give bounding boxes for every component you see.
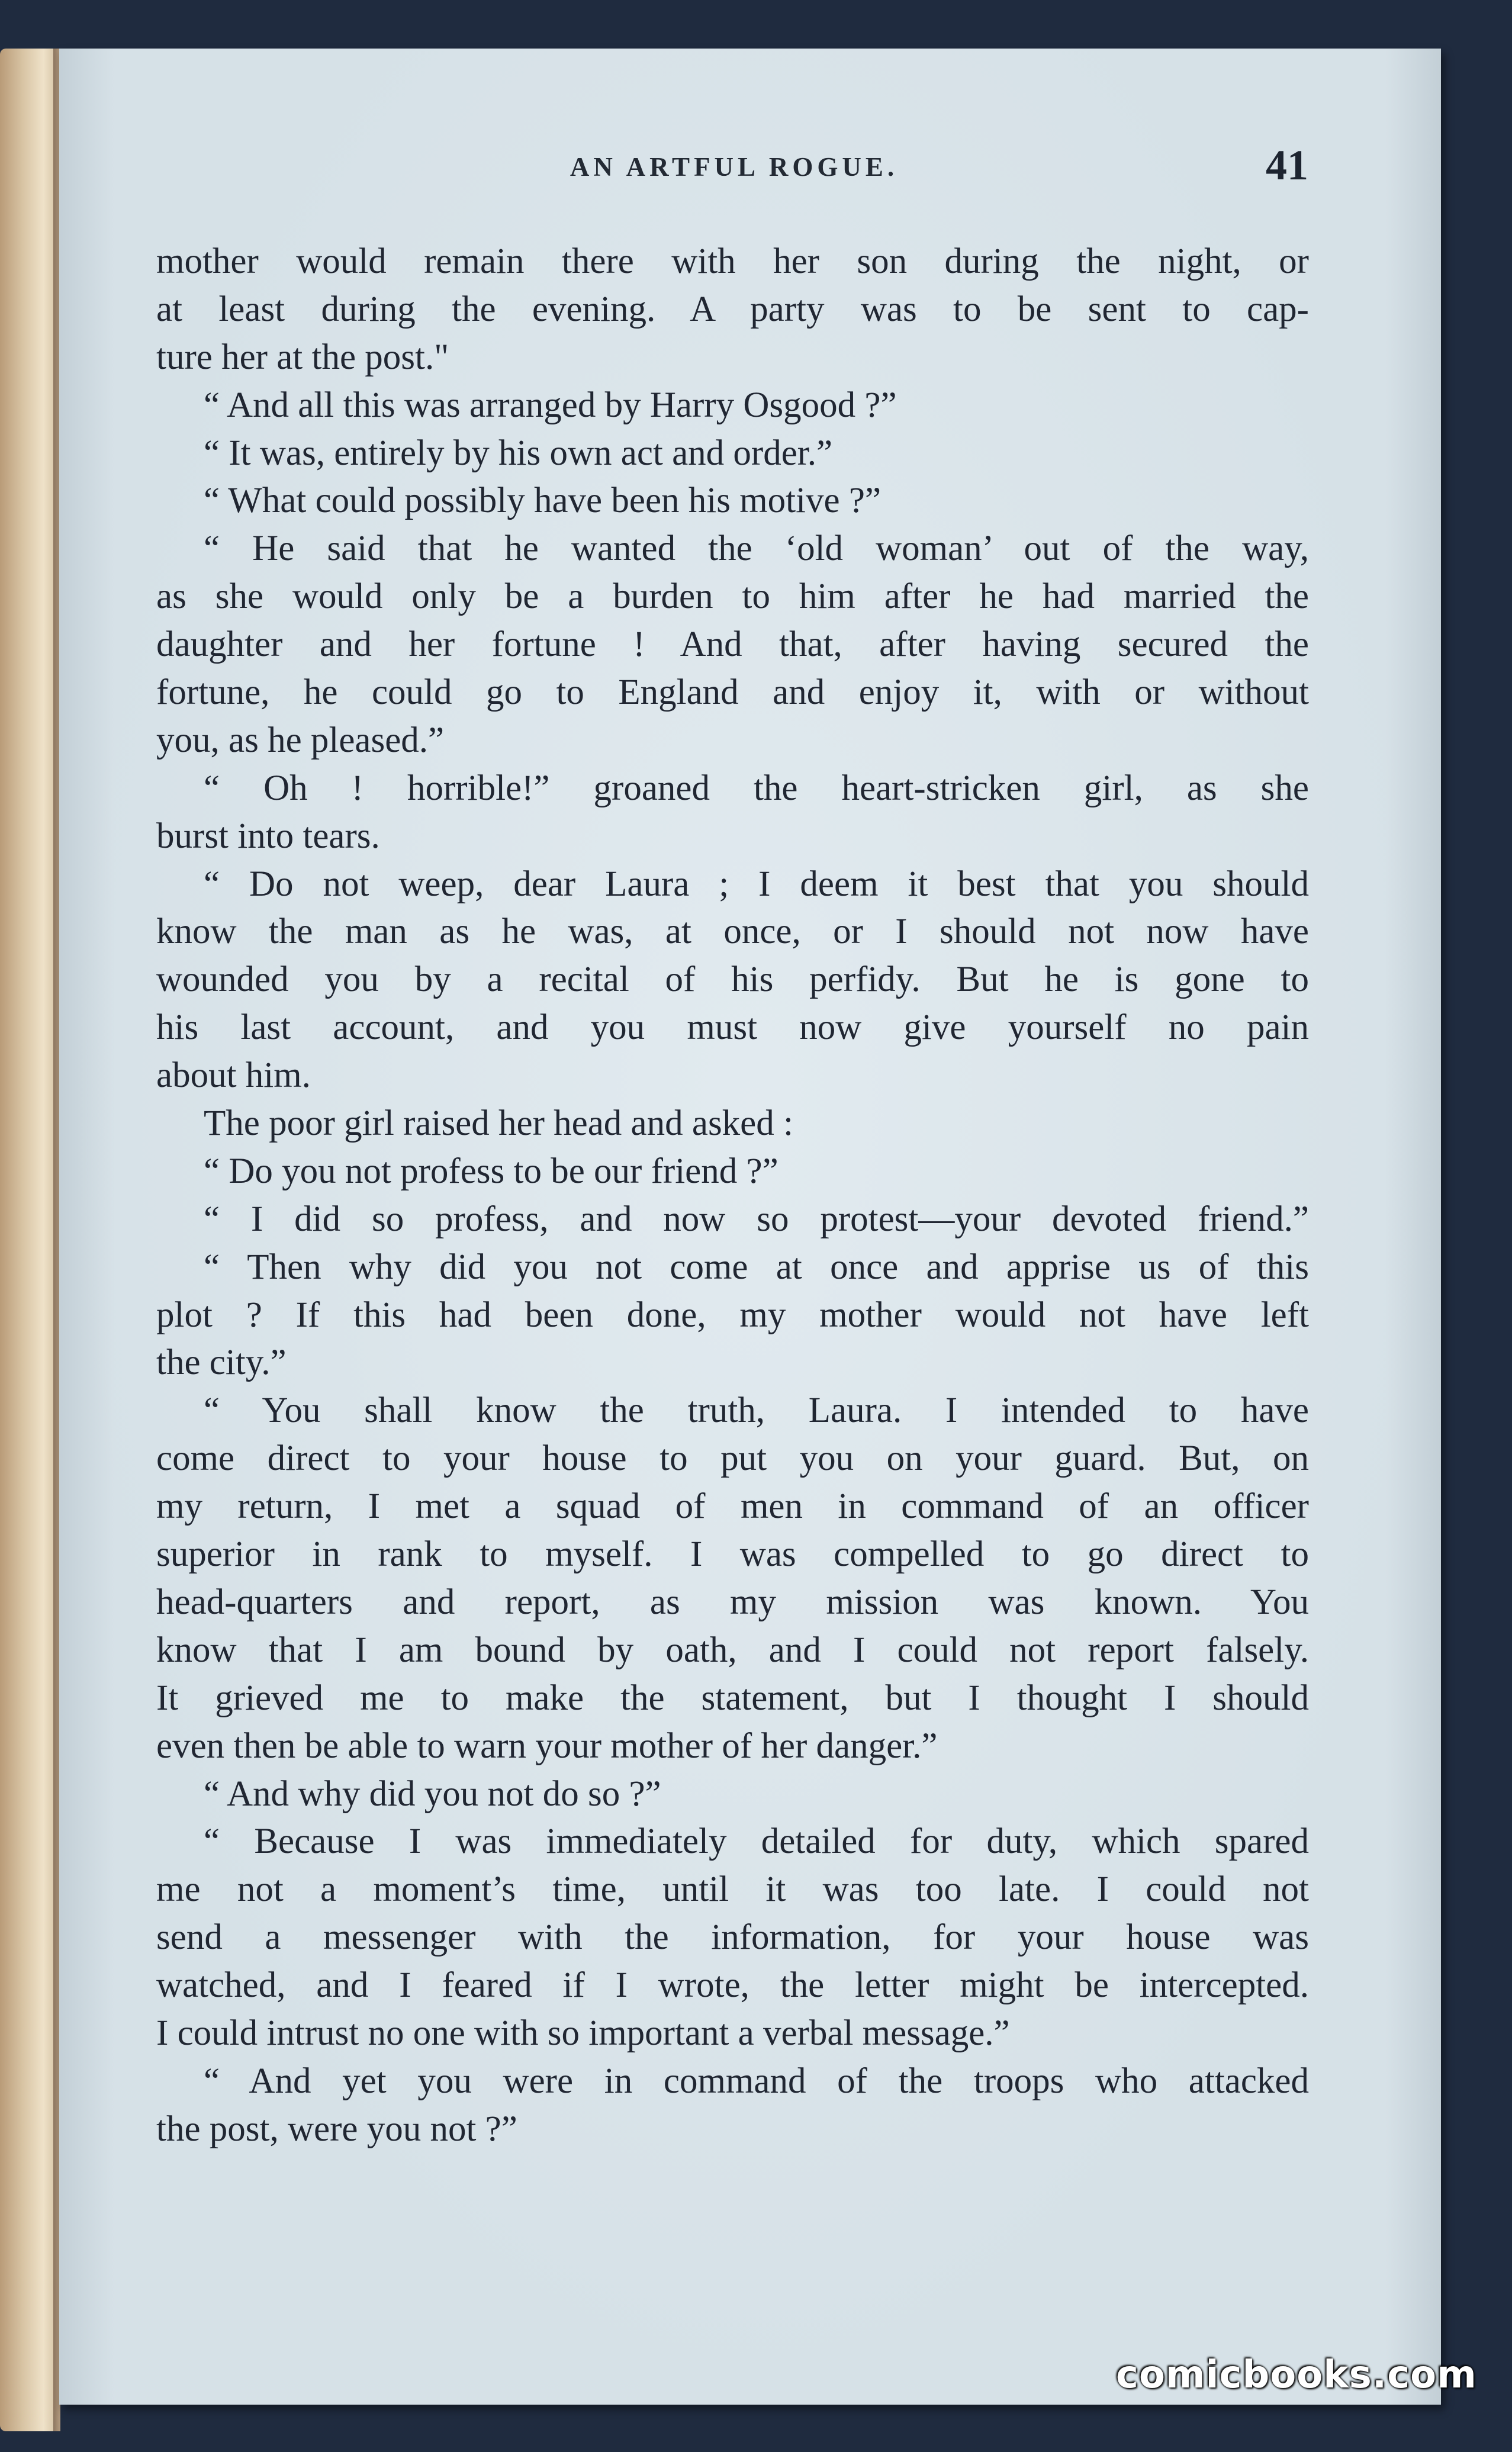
book-spine-edge xyxy=(0,49,60,2431)
text-line: mother would remain there with her son during the night, or xyxy=(156,242,1309,281)
text-line: “ Do you not profess to be our friend ?” xyxy=(204,1151,778,1191)
text-line: “ It was, entirely by his own act and order.” xyxy=(204,433,833,473)
watermark: comicbooks.com xyxy=(1116,2353,1477,2397)
text-line: burst into tears. xyxy=(156,816,380,856)
text-line: you, as he pleased.” xyxy=(156,720,445,760)
text-line: I could intrust no one with so important a verbal message.” xyxy=(156,2013,1010,2053)
text-line: The poor girl raised her head and asked : xyxy=(204,1103,793,1144)
text-line: “ And all this was arranged by Harry Osgood ?” xyxy=(204,385,897,425)
text-line: wounded you by a recital of his perfidy. But he is gone to xyxy=(156,960,1309,1000)
text-line: head-quarters and report, as my mission was known. You xyxy=(156,1582,1309,1622)
text-line: know the man as he was, at once, or I should not now have xyxy=(156,912,1309,952)
text-line: about him. xyxy=(156,1056,311,1096)
text-line: me not a moment’s time, until it was too late. I could not xyxy=(156,1869,1309,1910)
text-line: “ You shall know the truth, Laura. I intended to have xyxy=(204,1391,1309,1431)
text-line: “ He said that he wanted the ‘old woman’ out of the way, xyxy=(204,529,1309,569)
text-line: “ I did so profess, and now so protest—your devoted friend.” xyxy=(204,1199,1309,1239)
text-line: come direct to your house to put you on your guard. But, on xyxy=(156,1439,1309,1479)
text-line: It grieved me to make the statement, but I thought I should xyxy=(156,1678,1309,1718)
text-line: my return, I met a squad of men in command of an officer xyxy=(156,1486,1309,1527)
text-line: daughter and her fortune ! And that, after having secured the xyxy=(156,625,1309,665)
text-line: the post, were you not ?” xyxy=(156,2109,517,2149)
text-line: plot ? If this had been done, my mother would not have left xyxy=(156,1295,1309,1335)
text-line: “ Oh ! horrible!” groaned the heart-stricken girl, as she xyxy=(204,768,1309,808)
text-line: “ And yet you were in command of the troops who attacked xyxy=(204,2061,1309,2101)
text-line: “ Do not weep, dear Laura ; I deem it best that you should xyxy=(204,864,1309,904)
text-line: watched, and I feared if I wrote, the letter might be intercepted. xyxy=(156,1965,1309,2006)
text-line: the city.” xyxy=(156,1343,287,1383)
text-line: fortune, he could go to England and enjoy it, with or without xyxy=(156,672,1309,713)
text-line: send a messenger with the information, for your house was xyxy=(156,1917,1309,1958)
running-head: AN ARTFUL ROGUE. xyxy=(570,152,899,182)
text-line: “ Then why did you not come at once and apprise us of this xyxy=(204,1247,1309,1287)
text-line: ture her at the post." xyxy=(156,337,449,377)
text-line: even then be able to warn your mother of her danger.” xyxy=(156,1726,938,1766)
page-header xyxy=(160,141,1308,200)
text-line: “ Because I was immediately detailed for duty, which spared xyxy=(204,1822,1309,1862)
text-line: superior in rank to myself. I was compelled to go direct to xyxy=(156,1534,1309,1575)
text-line: know that I am bound by oath, and I could not report falsely. xyxy=(156,1630,1309,1670)
text-line: as she would only be a burden to him after he had married the xyxy=(156,577,1309,617)
text-line: at least during the evening. A party was to be sent to cap- xyxy=(156,289,1309,329)
page-number: 41 xyxy=(1266,141,1308,189)
body-text xyxy=(156,238,1309,2154)
text-line: “ And why did you not do so ?” xyxy=(204,1774,661,1814)
text-line: “ What could possibly have been his motive ?” xyxy=(204,481,882,521)
text-line: his last account, and you must now give yourself no pain xyxy=(156,1008,1309,1048)
